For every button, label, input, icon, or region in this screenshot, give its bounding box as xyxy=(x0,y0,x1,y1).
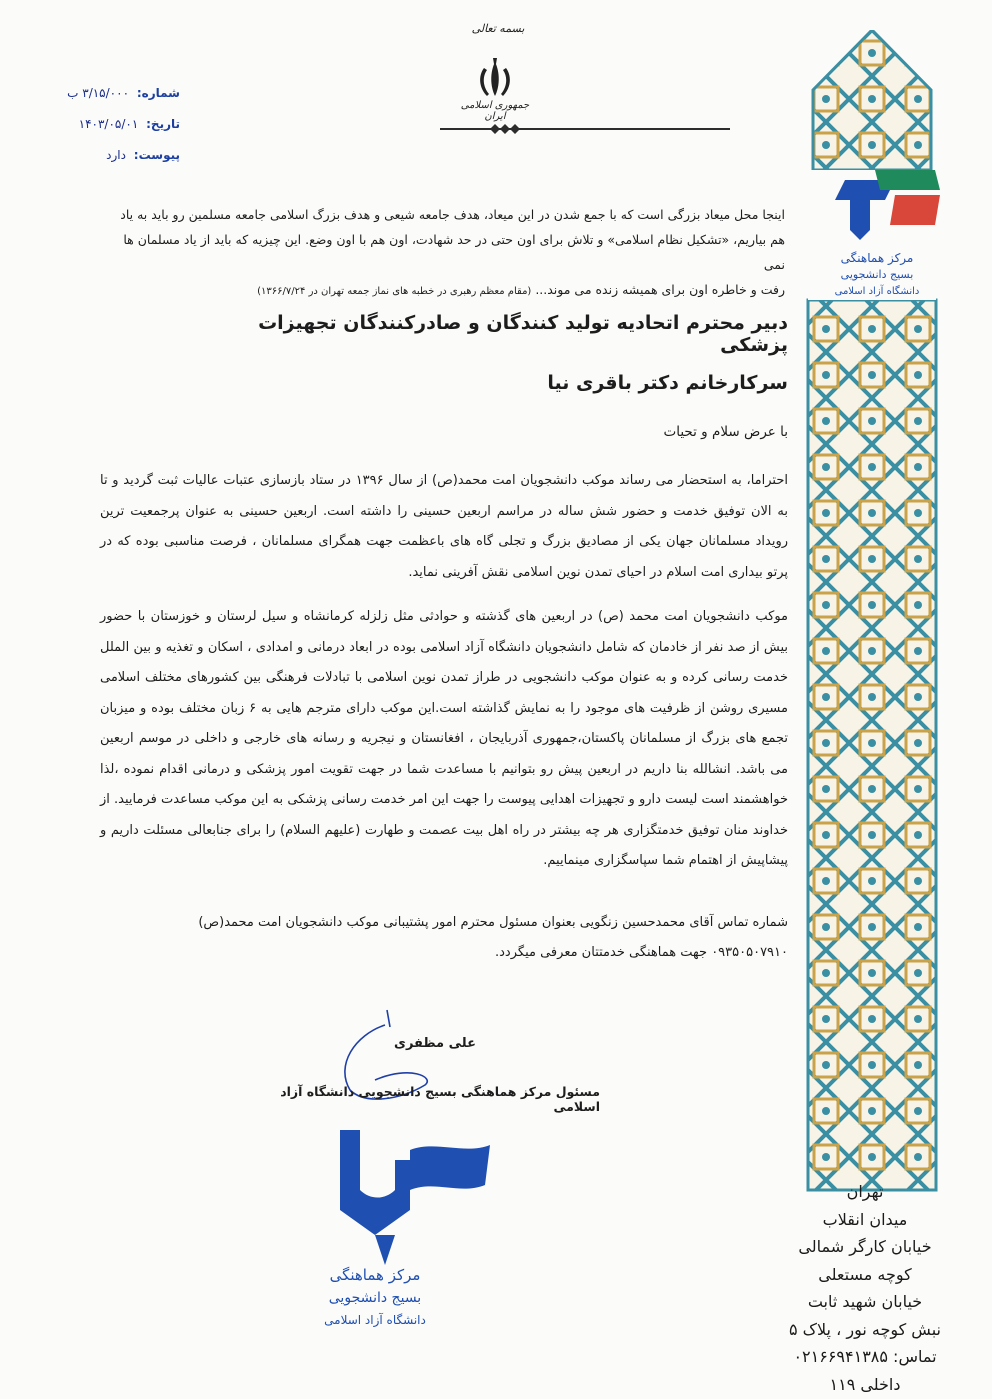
attachment-value: دارد xyxy=(106,148,126,162)
leader-quote xyxy=(115,202,785,304)
basij-logo-top xyxy=(815,170,940,300)
bismillah: بسمه تعالی xyxy=(471,22,525,35)
country-name: جمهوری اسلامی ایران xyxy=(460,100,530,122)
logo-stamp-line2: بسیج دانشجویی xyxy=(328,1290,422,1306)
iran-emblem-icon xyxy=(470,58,520,102)
quote-line-3-text: رفت و خاطره اون برای همیشه زنده می موند... xyxy=(535,282,785,297)
address-line: خیابان کارگر شمالی xyxy=(798,1237,932,1256)
letter-attachment xyxy=(10,148,180,162)
letter-number xyxy=(10,86,180,100)
address-line: تهران xyxy=(846,1182,884,1201)
quote-line-2: هم بیاریم، «تشکیل نظام اسلامی» و تلاش برای اون حتی در حد شهادت، اون هم با اون وضع. این چیزیه که باید از یاد مسلمان ها نمی xyxy=(123,232,785,272)
signatory-title: مسئول مرکز هماهنگی بسیج دانشجویی دانشگاه آزاد اسلامی xyxy=(280,1084,600,1114)
greeting: با عرض سلام و تحیات xyxy=(663,424,788,440)
address-line: میدان انقلاب xyxy=(822,1209,908,1229)
quote-source: (مقام معظم رهبری در خطبه های نماز جمعه تهران در ۱۳۶۶/۷/۲۴) xyxy=(257,286,532,297)
address-phone: تماس: ۰۲۱۶۶۹۴۱۳۸۵ xyxy=(793,1347,937,1366)
logo-top-line3: دانشگاه آزاد اسلامی xyxy=(834,286,920,297)
number-value: ۳/۱۵/۰۰۰ ب xyxy=(67,86,130,100)
recipient-name: سرکارخانم دکتر باقری نیا xyxy=(547,372,788,394)
contact-paragraph: شماره تماس آقای محمدحسین زنگویی بعنوان مسئول محترم امور پشتیبانی موکب دانشجویان امت محمد(ص) ۰۹۳۵۰۵۰۷۹۱۰ جهت هماهنگی خدمتتان معرفی میگردد. xyxy=(198,915,788,960)
basij-logo-stamp xyxy=(315,1130,490,1340)
logo-stamp-line1: مرکز هماهنگی xyxy=(329,1266,421,1284)
quote-line-1: اینجا محل میعاد بزرگی است که با جمع شدن در این میعاد، هدف جامعه شیعی و هدف بزرگ اسلامی جامعه مسلمین رو باید به یاد xyxy=(120,207,785,222)
address-extension: داخلی ۱۱۹ xyxy=(829,1374,901,1394)
logo-top-line2: بسیج دانشجویی xyxy=(840,268,914,281)
logo-top-line1: مرکز هماهنگی xyxy=(840,251,914,265)
header-divider xyxy=(440,128,730,130)
number-label: شماره: xyxy=(136,86,180,100)
letter-date xyxy=(10,117,180,131)
quote-line-3 xyxy=(115,277,785,304)
paragraph-1: احتراما، به استحضار می رساند موکب دانشجویان امت محمد(ص) از سال ۱۳۹۶ در ستاد بازسازی عتبات عالیات ثبت گردید و تا به الان توفیق خدمت و حضور شش ساله در مراسم اربعین حسینی را داشته است. اربعین حسینی به عنوان پرجمعیت ترین رویداد مسلمانان جهان یکی از مصادیق بزرگ و تجلی گاه های باعظمت جهت همگرای مسلمانان ، فرصت مناسبی بوده که در پرتو بیداری امت اسلام در احیای تمدن نوین اسلامی نقش آفرینی نماید. xyxy=(100,473,788,580)
address-line: کوچه مستعلی xyxy=(818,1264,912,1284)
address-block xyxy=(780,1178,950,1398)
logo-stamp-line3: دانشگاه آزاد اسلامی xyxy=(324,1313,426,1327)
attachment-label: پیوست: xyxy=(133,148,180,162)
signatory-name: علی مظفری xyxy=(394,1036,476,1051)
address-line: خیابان شهید ثابت xyxy=(807,1292,923,1311)
recipient-title: دبیر محترم اتحادیه تولید کنندگان و صادرکنندگان تجهیزات پزشکی xyxy=(258,312,788,356)
date-label: تاریخ: xyxy=(146,117,180,131)
date-value: ۱۴۰۳/۰۵/۰۱ xyxy=(78,117,139,131)
paragraph-2: موکب دانشجویان امت محمد (ص) در اربعین های گذشته و حوادثی مثل زلزله کرمانشاه و سیل لرستان و خوزستان با حضور بیش از صد نفر از خادمان که شامل دانشجویان دانشگاه آزاد اسلامی بوده در ابعاد درمانی و امدادی ، اسکان و تغذیه و بین الملل خدمت رسانی کرده و به عنوان موکب دانشجویی در طراز تمدن نوین اسلامی با تبادلات فرهنگی بین کشورهای مختلف اسلامی مسیری روشن از ظرفیت های موجود را به نمایش گذاشته است.این موکب دارای مترجم هایی به ۶ زبان مختلف بوده و میزبان تجمع های بزرگ از مسلمانان پاکستان،جمهوری آذربایجان ، افغانستان و نیجریه و رسانه های خارجی و داخلی در موسم اربعین می باشد. انشالله بنا داریم در اربعین پیش رو بتوانیم با مساعدت شما در جهت تقویت امور پزشکی و درمانی اقدام نموده ،لذا خواهشمند است لیست دارو و تجهیزات اهدایی پیوست را جهت این امر خدمت رسانی پزشکی به این موکب مساعدت فرمایید. از خداوند منان توفیق خدمتگزاری هر چه بیشتر در راه اهل بیت عصمت و طهارت (علیهم السلام) را برای جنابعالی مسئلت داریم و پیشاپیش از اهتمام شما سپاسگزاری مینماییم. xyxy=(100,609,788,868)
divider-ornament-icon xyxy=(490,124,520,134)
address-line: نبش کوچه نور ، پلاک ۵ xyxy=(789,1319,941,1339)
